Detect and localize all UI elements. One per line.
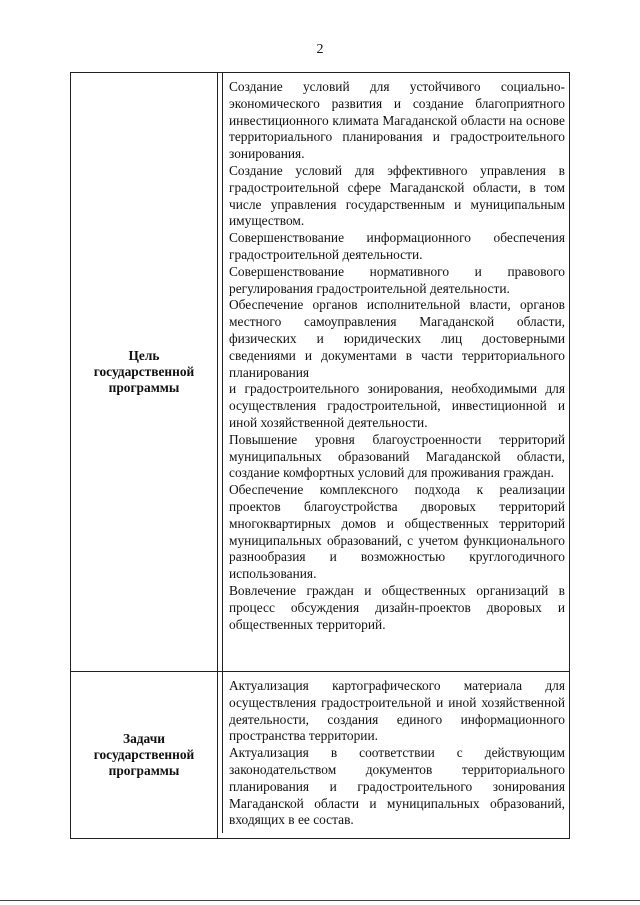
goal-paragraph: Совершенствование нормативного и правового регулирования градостроительной деятельности. bbox=[229, 263, 565, 296]
goal-paragraph: Обеспечение органов исполнительной власти, органов местного самоуправления Магаданской области, физических и юридических лиц достоверными сведениями и документами в части территориального планирования bbox=[229, 297, 565, 380]
table-row-goal bbox=[71, 73, 570, 672]
goal-label-line-2: государственной bbox=[93, 364, 195, 379]
tasks-paragraph: Актуализация картографического материала для осуществления градостроительной и иной хозяйственной деятельности, создания единого информационного пространства территории. bbox=[229, 678, 565, 744]
goal-paragraph: Повышение уровня благоустроенности территорий муниципальных образований Магаданской области, создание комфортных условий для проживания граждан. bbox=[229, 431, 565, 481]
page-number: 2 bbox=[316, 42, 324, 57]
goal-paragraph: Вовлечение граждан и общественных организаций в процесс обсуждения дизайн-проектов дворовых и общественных территорий. bbox=[229, 582, 565, 632]
program-passport-table bbox=[70, 72, 570, 839]
tasks-content-cell bbox=[218, 672, 570, 839]
tasks-content-frame bbox=[222, 672, 569, 833]
goal-paragraph: и градостроительного зонирования, необходимыми для осуществления градостроительной, инвестиционной и иной хозяйственной деятельности. bbox=[229, 381, 565, 430]
tasks-label-cell bbox=[71, 672, 218, 839]
goal-paragraph: Создание условий для эффективного управления в градостроительной сфере Магаданской области, в том числе управления государственным и муниципальным имуществом. bbox=[229, 162, 565, 229]
goal-content-frame bbox=[222, 73, 569, 671]
page-bottom-edge bbox=[0, 900, 640, 901]
tasks-label-line-1: Задачи bbox=[123, 731, 165, 746]
tasks-paragraph: Актуализация в соответствии с действующим законодательством документов территориального планирования и градостроительного зонирования Магаданской области и муниципальных образований, входящих в ее состав. bbox=[229, 745, 565, 828]
goal-label-line-1: Цель bbox=[128, 348, 160, 363]
tasks-label-line-3: программы bbox=[108, 763, 180, 778]
goal-label-cell bbox=[71, 73, 218, 672]
table-row-tasks bbox=[71, 672, 570, 839]
tasks-label-line-2: государственной bbox=[93, 747, 195, 762]
goal-paragraph: Обеспечение комплексного подхода к реализации проектов благоустройства дворовых территорий многоквартирных домов и общественных территорий муниципальных образований, с учетом функционального разнообразия и возможностью круглогодичного использования. bbox=[229, 482, 565, 582]
goal-label-line-3: программы bbox=[108, 380, 180, 395]
goal-paragraph: Совершенствование информационного обеспечения градостроительной деятельности. bbox=[229, 230, 565, 262]
goal-paragraph: Создание условий для устойчивого социально-экономического развития и создание благоприятного инвестиционного климата Магаданской области на основе территориального планирования и градостроительного зонирования. bbox=[229, 79, 565, 162]
goal-content-cell bbox=[218, 73, 570, 672]
